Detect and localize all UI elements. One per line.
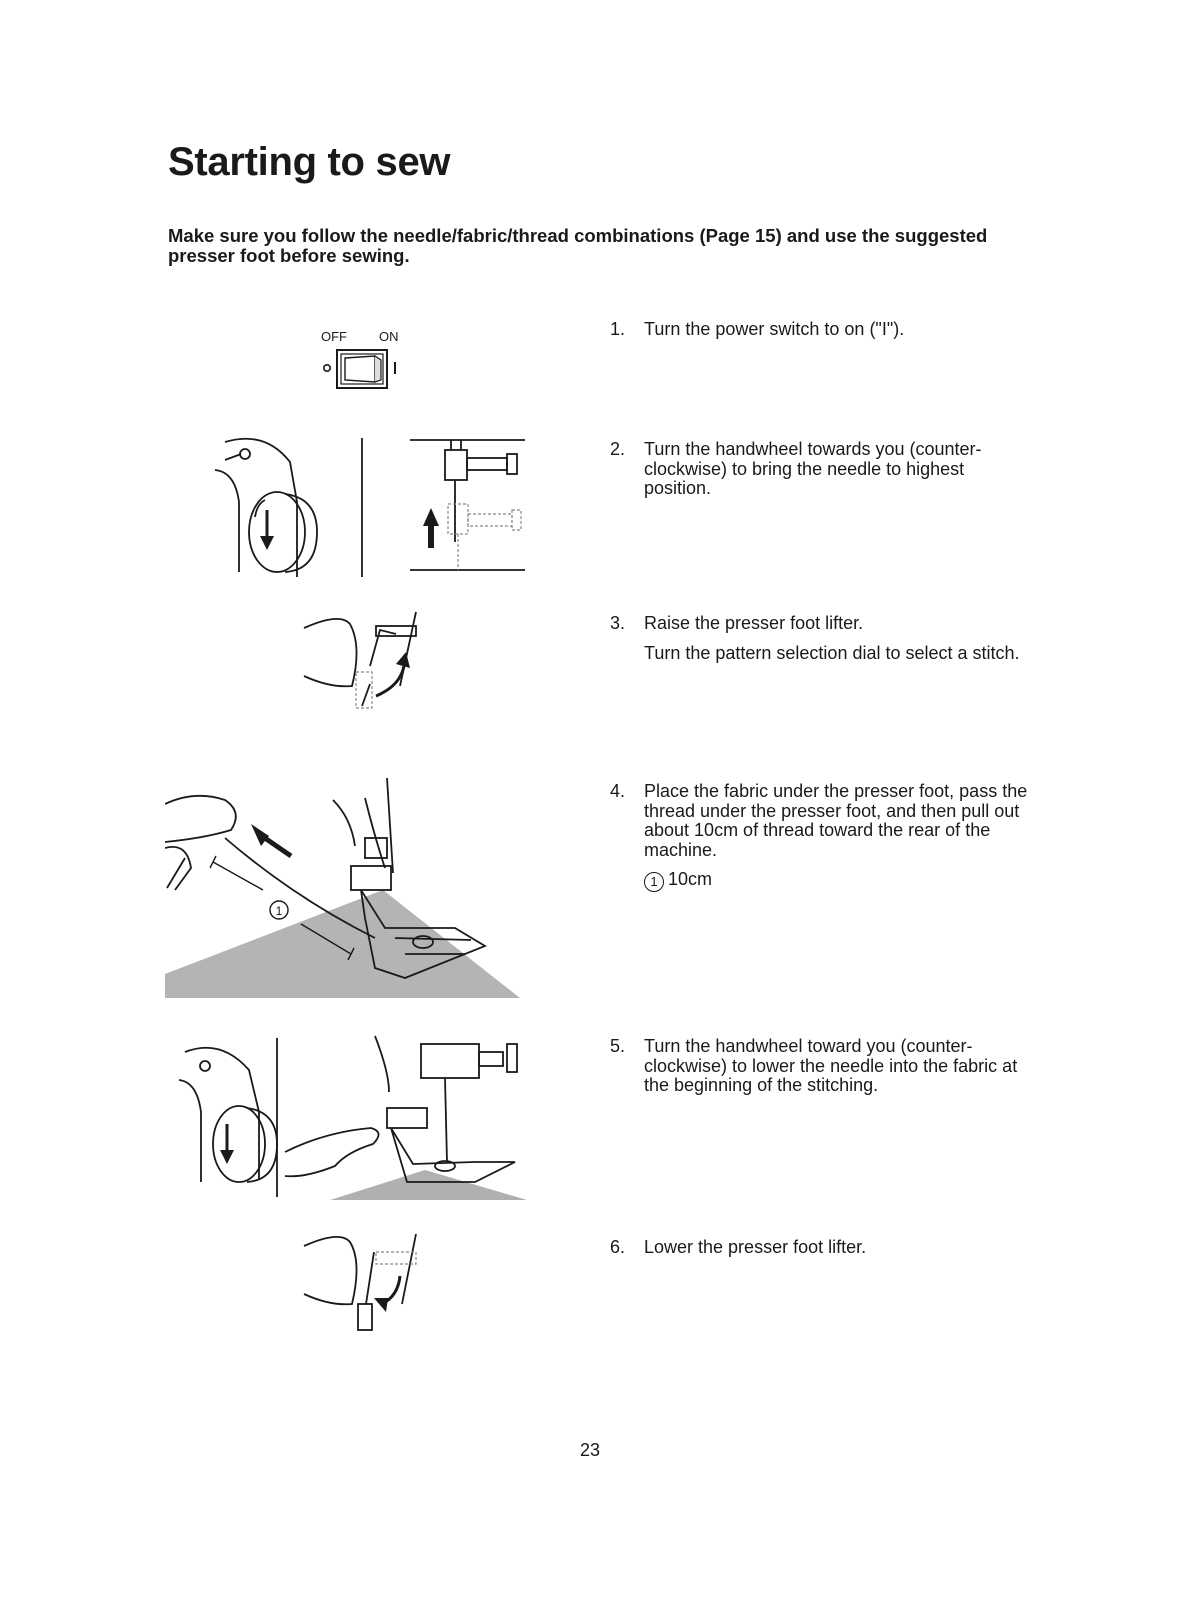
step-text: Lower the presser foot lifter. <box>644 1237 867 1257</box>
step-text: Turn the power switch to on ("I"). <box>644 319 905 339</box>
step-4 <box>610 782 1030 892</box>
step-number: 1. <box>610 319 626 339</box>
callout-marker: 1 <box>644 872 664 892</box>
step-number: 6. <box>610 1237 626 1257</box>
step-subtext: Turn the pattern selection dial to select a stitch. <box>644 642 1020 663</box>
step-number: 3. <box>610 613 626 633</box>
lifter-lower-illustration <box>300 1232 430 1342</box>
handwheel-raise-illustration <box>205 432 540 582</box>
fabric-placement-illustration <box>165 778 525 1003</box>
page-number: 23 <box>579 1440 601 1460</box>
step-number: 2. <box>610 439 626 459</box>
step-2 <box>610 440 1030 499</box>
step-callout <box>644 870 1030 892</box>
callout-text: 10cm <box>668 869 713 889</box>
step-text: Place the fabric under the presser foot, pass the thread under the presser foot, and then pull out about 10cm of thread toward the rear of the machine. <box>644 781 1028 860</box>
step-text: Turn the handwheel toward you (counter-clockwise) to lower the needle into the fabric at the beginning of the stitching. <box>644 1036 1018 1095</box>
figure-callout-marker: 1 <box>275 904 283 918</box>
step-5 <box>610 1037 1030 1096</box>
step-6 <box>610 1238 1030 1258</box>
switch-on-label: ON <box>379 329 399 344</box>
step-3 <box>610 614 1030 663</box>
step-number: 4. <box>610 781 626 801</box>
page-title: Starting to sew <box>168 140 451 184</box>
step-text: Raise the presser foot lifter. <box>644 613 864 633</box>
step-number: 5. <box>610 1036 626 1056</box>
intro-note: Make sure you follow the needle/fabric/thread combinations (Page 15) and use the suggested presser foot before sewing. <box>168 225 988 266</box>
power-switch-illustration <box>315 322 415 392</box>
step-1 <box>610 320 1030 340</box>
lifter-raise-illustration <box>300 606 430 716</box>
switch-off-label: OFF <box>321 329 347 344</box>
needle-lower-illustration <box>175 1032 535 1202</box>
step-text: Turn the handwheel towards you (counter-clockwise) to bring the needle to highest position. <box>644 439 982 498</box>
